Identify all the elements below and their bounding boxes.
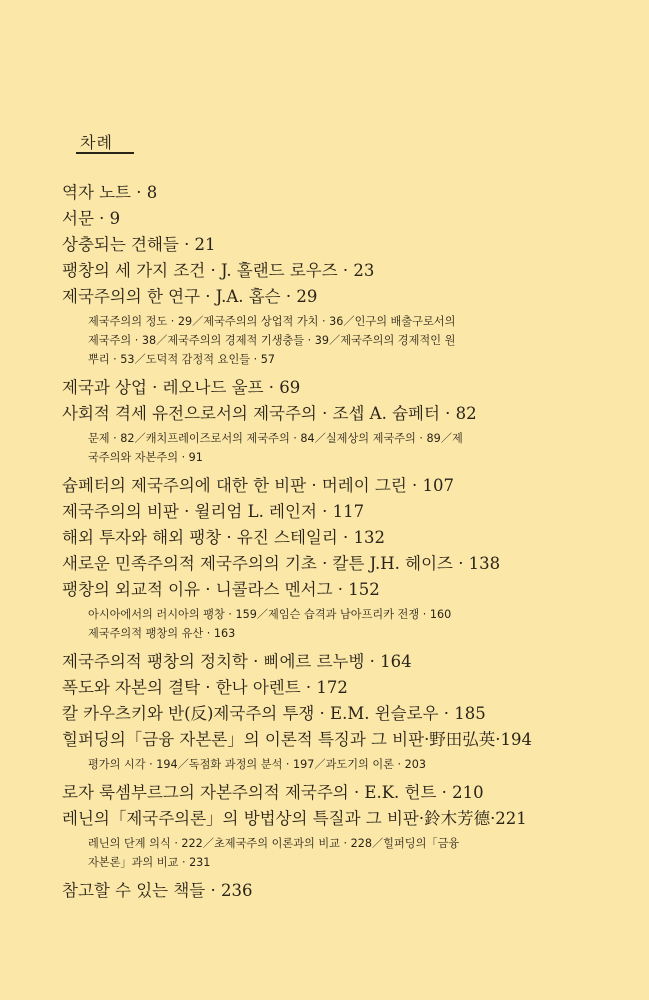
toc-entry: 새로운 민족주의적 제국주의의 기초 · 칼튼 J.H. 헤이즈 · 138 — [62, 554, 501, 573]
toc-entry: 상충되는 견해들 · 21 — [62, 235, 216, 254]
toc-entry: 제국주의적 팽창의 정치학 · 삐에르 르누벵 · 164 — [62, 652, 412, 671]
toc-subentry: 레닌의 단계 의식 · 222／초제국주의 이론과의 비교 · 228／힐퍼딩의「금융 — [88, 837, 460, 850]
toc-heading: 차례 — [80, 133, 113, 152]
toc-entry: 로자 룩셈부르그의 자본주의적 제국주의 · E.K. 헌트 · 210 — [62, 783, 484, 802]
toc-entry: 슘페터의 제국주의에 대한 한 비판 · 머레이 그린 · 107 — [62, 476, 455, 495]
toc-entry: 레닌의「제국주의론」의 방법상의 특질과 그 비판·鈴木芳德·221 — [62, 809, 527, 828]
toc-entry: 팽창의 외교적 이유 · 니콜라스 멘서그 · 152 — [62, 580, 380, 599]
toc-entry: 폭도와 자본의 결탁 · 한나 아렌트 · 172 — [62, 678, 348, 697]
toc-entry: 사회적 격세 유전으로서의 제국주의 · 조셉 A. 슘페터 · 82 — [62, 404, 477, 423]
toc-entry: 역자 노트 · 8 — [62, 183, 158, 202]
toc-entry: 제국주의의 비판 · 윌리엄 L. 레인저 · 117 — [62, 502, 365, 521]
toc-subentry: 국주의와 자본주의 · 91 — [88, 451, 203, 464]
toc-subentry: 제국주의 · 38／제국주의의 경제적 기생충들 · 39／제국주의의 경제적인 원 — [88, 334, 456, 347]
toc-entry: 참고할 수 있는 책들 · 236 — [62, 881, 253, 900]
heading-underline — [76, 152, 134, 154]
toc-entry: 서문 · 9 — [62, 209, 121, 228]
toc-subentry: 문제 · 82／캐치프레이즈로서의 제국주의 · 84／실제상의 제국주의 · 89／제 — [88, 432, 463, 445]
toc-subentry: 뿌리 · 53／도덕적 감정적 요인들 · 57 — [88, 353, 275, 366]
toc-subentry: 아시아에서의 러시아의 팽창 · 159／제임슨 습격과 남아프리카 전쟁 · 160 — [88, 608, 452, 621]
toc-entry: 해외 투자와 해외 팽창 · 유진 스테일리 · 132 — [62, 528, 386, 547]
toc-subentry: 제국주의적 팽창의 유산 · 163 — [88, 627, 236, 640]
toc-subentry: 평가의 시각 · 194／독점화 과정의 분석 · 197／과도기의 이론 · 203 — [88, 758, 427, 771]
toc-subentry: 제국주의의 정도 · 29／제국주의의 상업적 가치 · 36／인구의 배출구로서의 — [88, 315, 456, 328]
toc-entry: 힐퍼딩의「금융 자본론」의 이론적 특징과 그 비판·野田弘英·194 — [62, 730, 533, 749]
table-of-contents — [62, 180, 602, 904]
toc-entry: 제국과 상업 · 레오나드 울프 · 69 — [62, 378, 301, 397]
toc-entry: 칼 카우츠키와 반(反)제국주의 투쟁 · E.M. 윈슬로우 · 185 — [62, 704, 486, 723]
toc-entry: 팽창의 세 가지 조건 · J. 홀랜드 로우즈 · 23 — [62, 261, 375, 280]
toc-subentry: 자본론」과의 비교 · 231 — [88, 856, 211, 869]
toc-entry: 제국주의의 한 연구 · J.A. 홉슨 · 29 — [62, 287, 318, 306]
